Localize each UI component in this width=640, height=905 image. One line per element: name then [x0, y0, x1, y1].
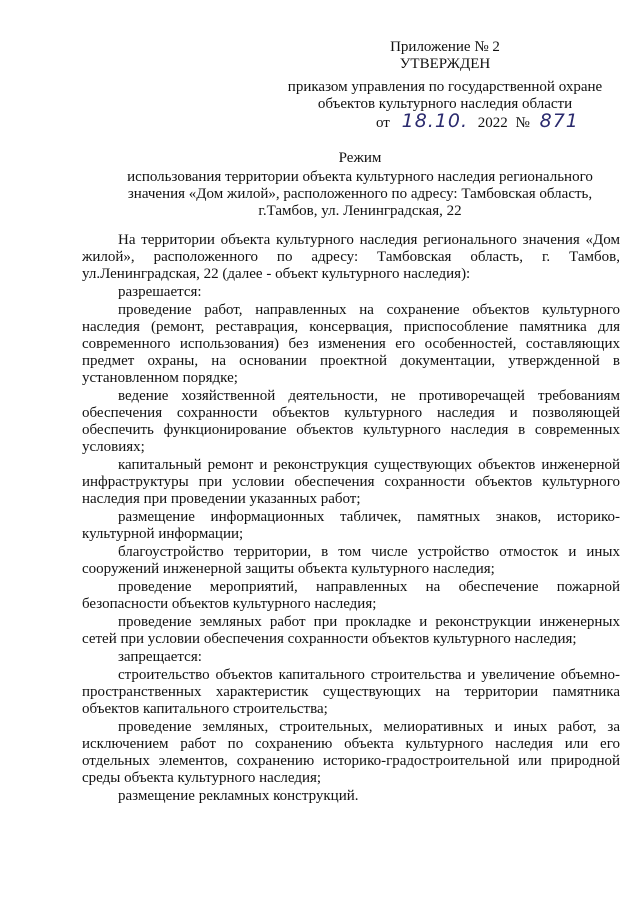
handwritten-date: 18.10. [401, 110, 469, 132]
paragraph-forbidden-2: проведение земляных, строительных, мелиоративных и иных работ, за исключением работ по сохранению объекта культурного наследия или его отдельных элементов, сохранению историко-градостроительной или природной среды объекта культурного наследия; [82, 719, 620, 786]
paragraph-allowed-1: проведение работ, направленных на сохранение объектов культурного наследия (ремонт, реставрация, консервация, приспособление памятника для современного использования) без изменения его особенностей, составляющих предмет охраны, на основании проектной документации, утвержденной в установленном порядке; [82, 302, 620, 386]
paragraph-allowed-3: капитальный ремонт и реконструкция существующих объектов инженерной инфраструктуры при условии обеспечения сохранности объектов культурного наследия при проведении указанных работ; [82, 457, 620, 507]
title-line-1: использования территории объекта культурного наследия регионального [127, 169, 593, 185]
order-date-line [376, 110, 579, 132]
paragraph-allowed-4: размещение информационных табличек, памятных знаков, историко-культурной информации; [82, 509, 620, 542]
paragraph-forbidden-heading: запрещается: [118, 649, 202, 665]
document-body [82, 232, 620, 806]
paragraph-forbidden-1: строительство объектов капитального строительства и увеличение объемно-пространственных характеристик существующих на территории памятника объектов капитального строительства; [82, 667, 620, 717]
order-line-1: приказом управления по государственной охране [287, 79, 603, 95]
order-line-2: объектов культурного наследия области [317, 96, 573, 112]
order-year: 2022 [477, 115, 508, 131]
approved-label: УТВЕРЖДЕН [399, 56, 491, 72]
date-prefix: от [376, 115, 390, 131]
paragraph-intro: На территории объекта культурного наследия регионального значения «Дом жилой», расположенного по адресу: Тамбовская область, г. Тамбов, ул.Ленинградская, 22 (далее - объект культурного наследия): [82, 232, 620, 282]
title-word: Режим [338, 150, 382, 166]
appendix-number: Приложение № 2 [390, 39, 500, 55]
paragraph-allowed-2: ведение хозяйственной деятельности, не противоречащей требованиям обеспечения сохранности объектов культурного наследия и позволяющей обеспечить функционирование объектов культурного наследия в современных условиях; [82, 388, 620, 455]
paragraph-allowed-5: благоустройство территории, в том числе устройство отмосток и иных сооружений инженерной защиты объекта культурного наследия; [82, 544, 620, 577]
paragraph-allowed-7: проведение земляных работ при прокладке и реконструкции инженерных сетей при условии обеспечения сохранности объектов культурного наследия; [82, 614, 620, 647]
handwritten-number: 871 [539, 110, 579, 132]
approval-block [280, 39, 610, 113]
paragraph-allowed-6: проведение мероприятий, направленных на обеспечение пожарной безопасности объектов культурного наследия; [82, 579, 620, 612]
title-line-3: г.Тамбов, ул. Ленинградская, 22 [258, 203, 462, 219]
number-sign: № [515, 115, 530, 131]
paragraph-forbidden-3: размещение рекламных конструкций. [118, 788, 359, 804]
paragraph-allowed-heading: разрешается: [118, 284, 202, 300]
document-title [100, 150, 620, 220]
title-line-2: значения «Дом жилой», расположенного по адресу: Тамбовская область, [127, 186, 593, 202]
